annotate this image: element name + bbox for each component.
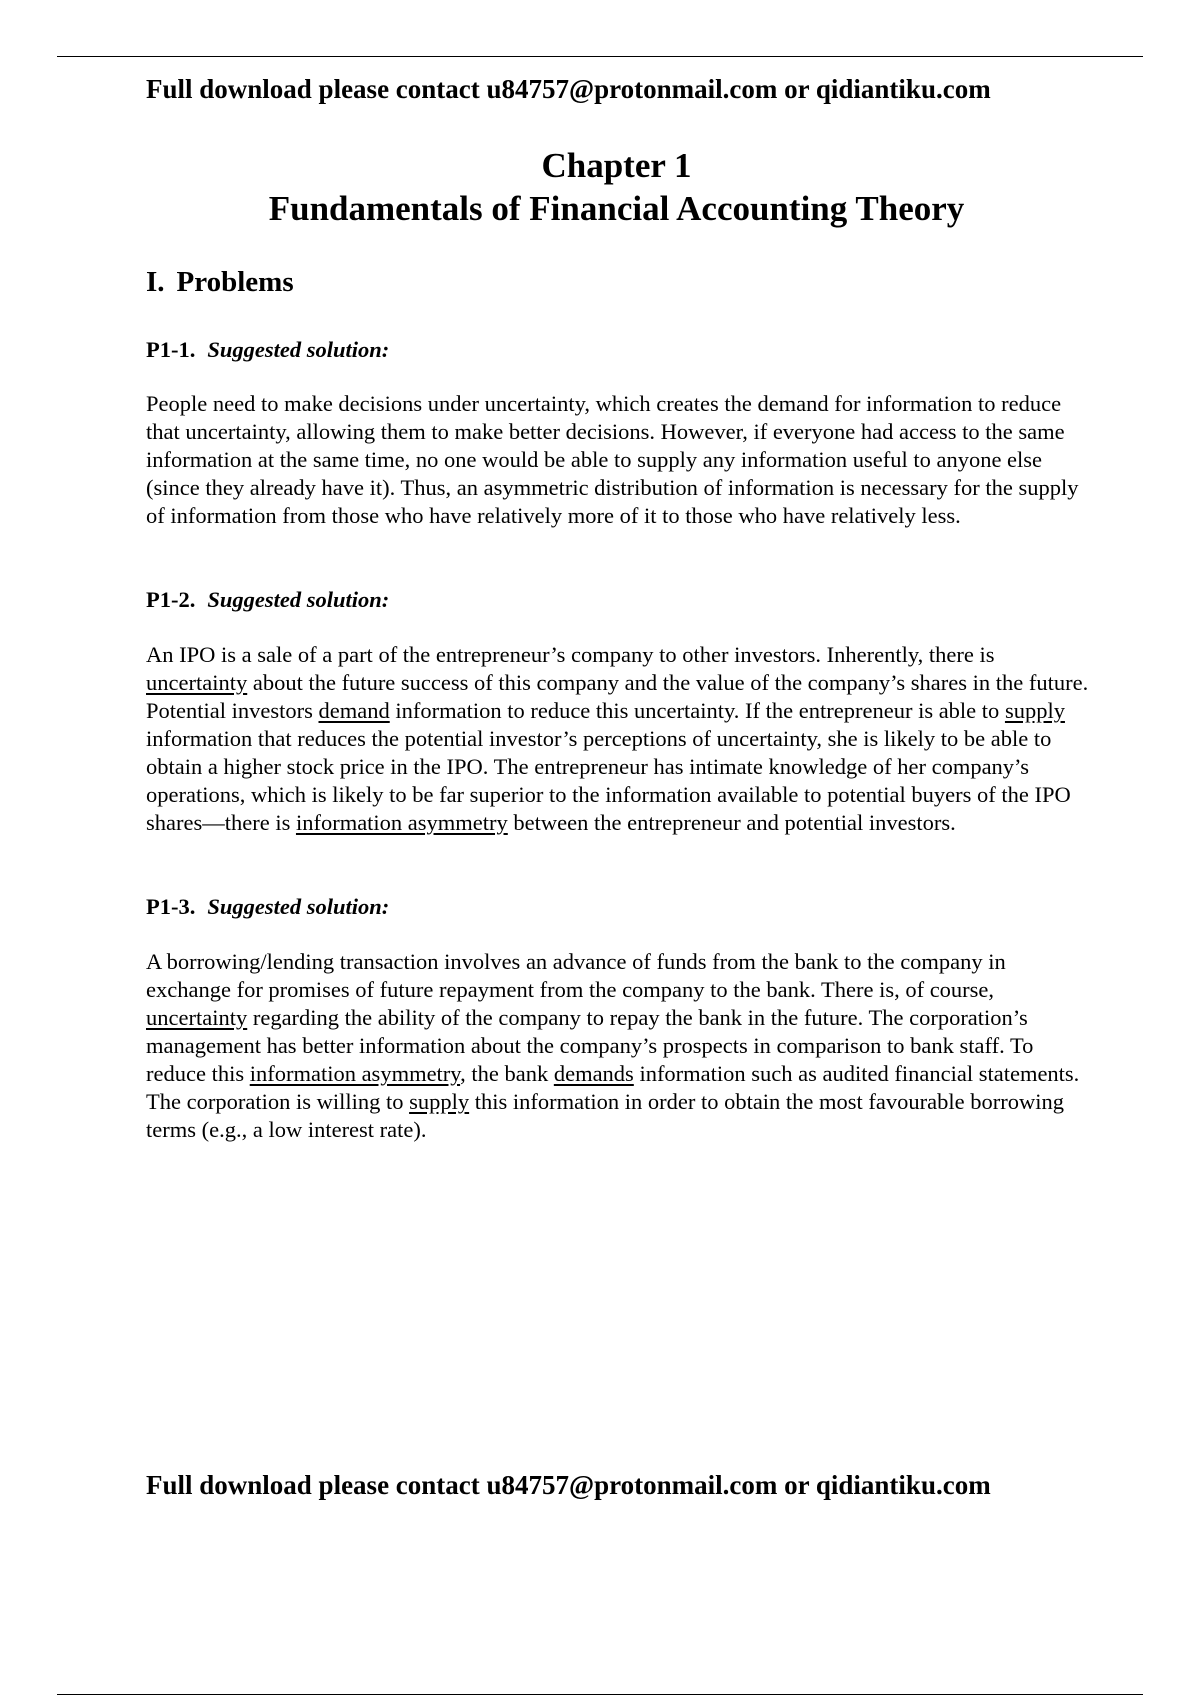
problem-answer-p1-2 bbox=[146, 641, 1096, 837]
section-title: Problems bbox=[176, 266, 294, 298]
problem-label-p1-1 bbox=[146, 336, 389, 364]
answer-text: about the future success of this company and the value of the company’s shares in the future. Potential investors bbox=[146, 670, 1089, 723]
suggested-solution-label: Suggested solution: bbox=[207, 587, 390, 612]
footer-banner: Full download please contact u84757@protonmail.com or qidiantiku.com bbox=[146, 1470, 991, 1500]
underlined-term: supply bbox=[409, 1089, 470, 1114]
suggested-solution-label: Suggested solution: bbox=[207, 894, 390, 919]
underlined-term: information asymmetry bbox=[295, 810, 508, 835]
suggested-solution-label: Suggested solution: bbox=[207, 337, 390, 362]
problem-answer-p1-3 bbox=[146, 948, 1096, 1144]
chapter-number: Chapter 1 bbox=[541, 146, 692, 185]
answer-text: information such as audited financial statements. The corporation is willing to bbox=[146, 1061, 1080, 1114]
answer-text: , the bank bbox=[460, 1061, 554, 1086]
answer-text: An IPO is a sale of a part of the entrepreneur’s company to other investors. Inherently, there is bbox=[146, 642, 995, 667]
underlined-term: supply bbox=[1004, 698, 1065, 723]
bottom-rule bbox=[57, 1694, 1143, 1695]
answer-text: regarding the ability of the company to repay the bank in the future. The corporation’s management has better information about the company’s prospects in comparison to bank staff. To reduce this bbox=[146, 1005, 1034, 1086]
answer-text: between the entrepreneur and potential investors. bbox=[507, 810, 956, 835]
underlined-term: uncertainty bbox=[146, 1005, 248, 1030]
problem-label-p1-3 bbox=[146, 893, 389, 921]
underlined-term: demand bbox=[318, 698, 390, 723]
problem-label-p1-2 bbox=[146, 586, 389, 614]
answer-text: A borrowing/lending transaction involves an advance of funds from the bank to the company in exchange for promises of future repayment from the company to the bank. There is, of course, bbox=[146, 949, 1006, 1002]
answer-text: information that reduces the potential investor’s perceptions of uncertainty, she is likely to be able to obtain a higher stock price in the IPO. The entrepreneur has intimate knowledge of her company’s operations, which is likely to be far superior to the information available to potential buyers of the IPO shares—there is bbox=[146, 726, 1071, 835]
chapter-title-block bbox=[0, 144, 1200, 230]
underlined-term: information asymmetry bbox=[249, 1061, 461, 1086]
answer-text: information to reduce this uncertainty. If the entrepreneur is able to bbox=[389, 698, 1005, 723]
underlined-term: uncertainty bbox=[146, 670, 248, 695]
section-heading bbox=[146, 264, 294, 300]
problem-number: P1-1. bbox=[146, 337, 196, 362]
problem-answer-p1-1: People need to make decisions under uncertainty, which creates the demand for information to reduce that uncertainty, allowing them to make better decisions. However, if everyone had access to the same information at the same time, no one would be able to supply any information useful to anyone else (since they already have it). Thus, an asymmetric distribution of information is necessary for the supply of information from those who have relatively more of it to those who have relatively less. bbox=[146, 391, 1079, 528]
underlined-term: demands bbox=[553, 1061, 634, 1086]
problem-number: P1-3. bbox=[146, 894, 196, 919]
answer-text: this information in order to obtain the most favourable borrowing terms (e.g., a low interest rate). bbox=[146, 1089, 1064, 1142]
header-banner: Full download please contact u84757@protonmail.com or qidiantiku.com bbox=[146, 74, 991, 104]
section-number: I. bbox=[146, 266, 165, 298]
chapter-subtitle: Fundamentals of Financial Accounting Theory bbox=[268, 189, 965, 228]
problem-number: P1-2. bbox=[146, 587, 196, 612]
top-rule bbox=[57, 56, 1143, 57]
